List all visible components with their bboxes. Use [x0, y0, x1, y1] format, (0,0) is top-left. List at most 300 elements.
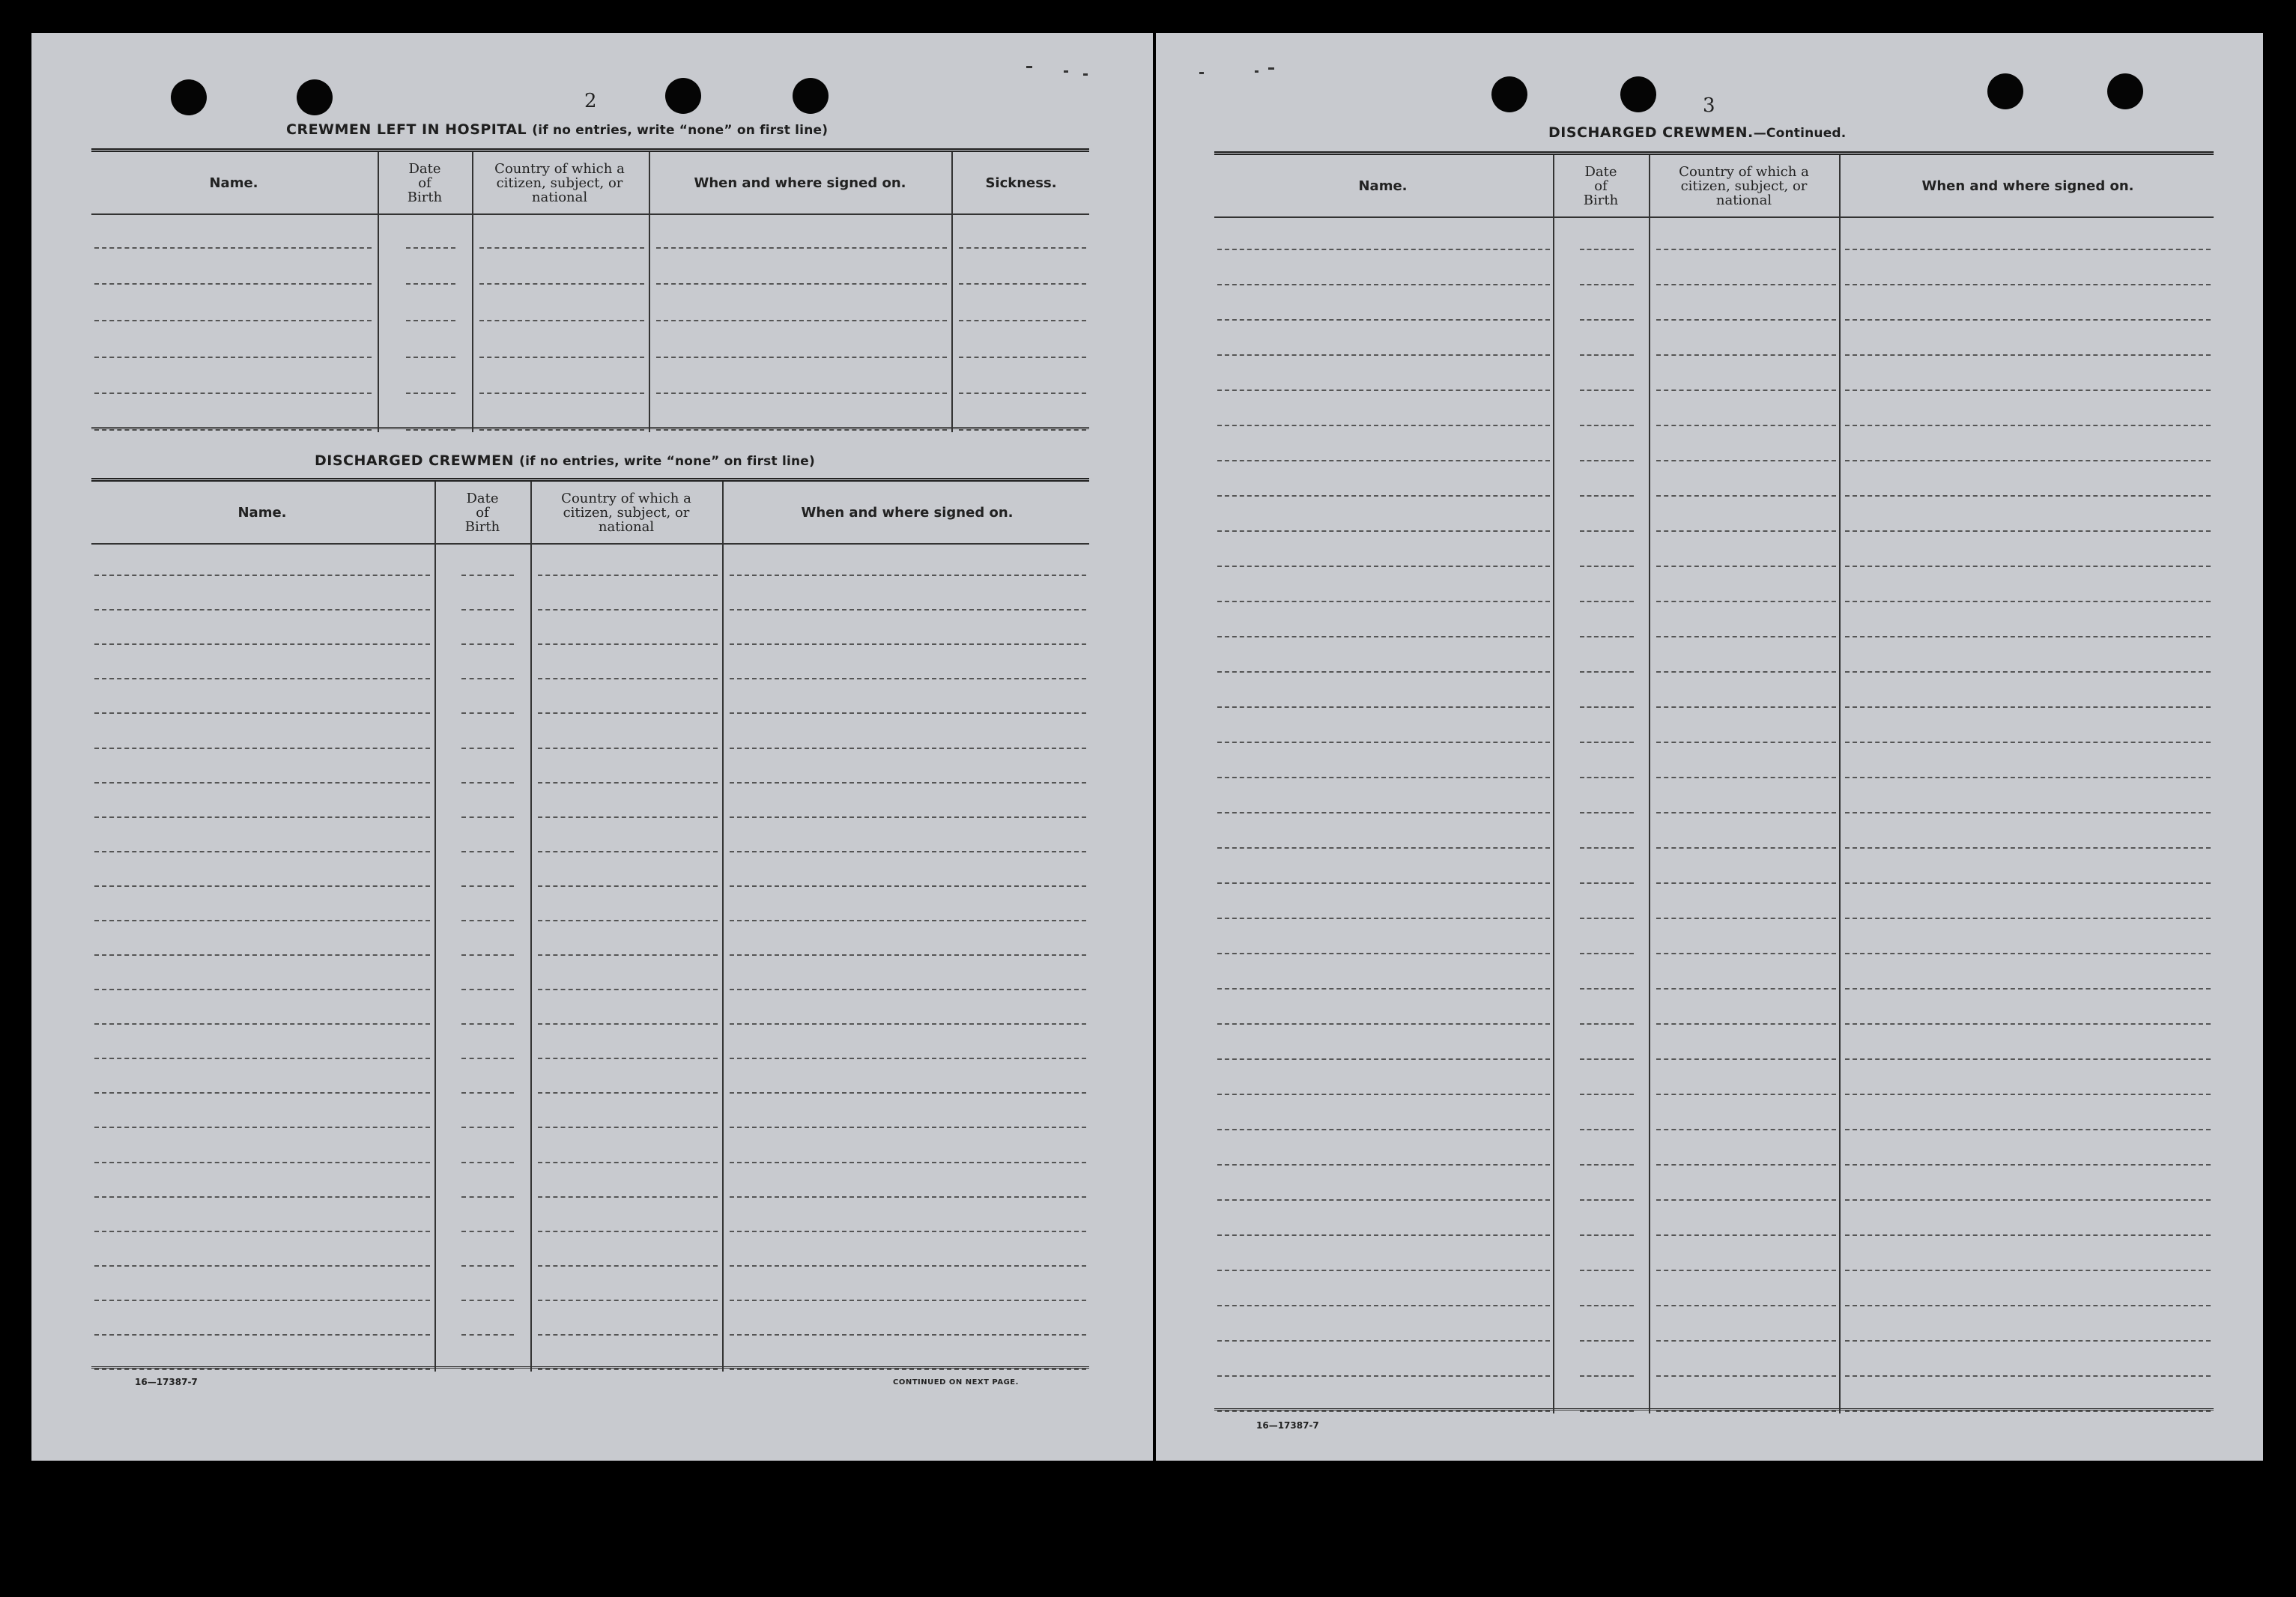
header-line: citizen, subject, or — [563, 504, 690, 521]
blank-entry-line — [461, 1127, 514, 1128]
blank-entry-line — [1580, 918, 1634, 919]
blank-entry-line — [1656, 354, 1836, 356]
blank-entry-line — [1845, 1164, 2211, 1166]
blank-entry-line — [1217, 1305, 1550, 1306]
hospital-rows — [91, 213, 1089, 432]
blank-entry-line — [1656, 636, 1836, 637]
blank-entry-line — [461, 885, 514, 887]
blank-entry-line — [406, 247, 455, 249]
header-line: Date — [1584, 163, 1617, 180]
blank-entry-line — [1580, 1340, 1634, 1342]
blank-entry-line — [1656, 530, 1836, 532]
blank-entry-line — [1656, 495, 1836, 497]
blank-entry-line — [538, 678, 718, 679]
blank-entry-line — [1845, 671, 2211, 673]
blank-entry-line — [730, 816, 1086, 818]
blank-entry-line — [1580, 495, 1634, 497]
blank-entry-line — [730, 575, 1086, 576]
blank-entry-line — [730, 989, 1086, 990]
blank-entry-line — [1580, 988, 1634, 990]
blank-entry-line — [461, 1369, 514, 1370]
blank-entry-line — [1845, 284, 2211, 285]
col-header-dob — [436, 482, 529, 543]
blank-entry-line — [538, 816, 718, 818]
blank-entry-line — [1217, 460, 1550, 461]
blank-entry-line — [1217, 988, 1550, 990]
blank-entry-line — [538, 1092, 718, 1094]
blank-entry-line — [730, 1092, 1086, 1094]
continued-note: CONTINUED ON NEXT PAGE. — [893, 1378, 1019, 1387]
blank-entry-line — [479, 247, 644, 249]
blank-entry-line — [656, 429, 947, 431]
blank-entry-line — [730, 643, 1086, 645]
blank-entry-line — [959, 393, 1086, 394]
discharged-continued-title-text: DISCHARGED CREWMEN. — [1548, 124, 1754, 141]
blank-entry-line — [538, 1023, 718, 1025]
blank-entry-line — [1656, 1094, 1836, 1095]
blank-entry-line — [94, 320, 372, 321]
blank-entry-line — [1845, 495, 2211, 497]
blank-entry-line — [1580, 1305, 1634, 1306]
blank-entry-line — [730, 1058, 1086, 1059]
blank-entry-line — [1656, 1305, 1836, 1306]
header-line: Country of which a — [561, 490, 691, 506]
punch-hole — [793, 78, 829, 114]
blank-entry-line — [461, 920, 514, 921]
blank-entry-line — [1217, 1234, 1550, 1236]
blank-entry-line — [94, 920, 430, 921]
blank-entry-line — [1217, 601, 1550, 602]
blank-entry-line — [1656, 1410, 1836, 1412]
blank-entry-line — [1217, 425, 1550, 426]
blank-entry-line — [1217, 812, 1550, 813]
header-line: of — [418, 175, 431, 191]
blank-entry-line — [1656, 1164, 1836, 1166]
blank-entry-line — [1656, 1340, 1836, 1342]
discharged-continued-rows — [1214, 216, 2214, 1413]
blank-entry-line — [1845, 1129, 2211, 1130]
blank-entry-line — [730, 885, 1086, 887]
blank-entry-line — [1656, 777, 1836, 778]
continued-suffix: —Continued. — [1753, 126, 1847, 141]
blank-entry-line — [1845, 319, 2211, 321]
blank-entry-line — [538, 1300, 718, 1301]
blank-entry-line — [538, 851, 718, 852]
blank-entry-line — [1217, 1410, 1550, 1412]
blank-entry-line — [1845, 882, 2211, 884]
blank-entry-line — [94, 678, 430, 679]
blank-entry-line — [730, 1023, 1086, 1025]
blank-entry-line — [1845, 249, 2211, 250]
blank-entry-line — [94, 393, 372, 394]
blank-entry-line — [1845, 1340, 2211, 1342]
blank-entry-line — [1845, 742, 2211, 743]
blank-entry-line — [959, 429, 1086, 431]
col-header-country — [1650, 155, 1838, 216]
blank-entry-line — [1656, 566, 1836, 567]
blank-entry-line — [1580, 284, 1634, 285]
blank-entry-line — [538, 1127, 718, 1128]
blank-entry-line — [1217, 1270, 1550, 1271]
blank-entry-line — [461, 1092, 514, 1094]
blank-entry-line — [1580, 636, 1634, 637]
blank-entry-line — [94, 1265, 430, 1267]
blank-entry-line — [1580, 812, 1634, 813]
blank-entry-line — [1845, 1023, 2211, 1025]
blank-entry-line — [1580, 953, 1634, 954]
blank-entry-line — [1580, 882, 1634, 884]
blank-entry-line — [94, 1300, 430, 1301]
blank-entry-line — [1845, 1410, 2211, 1412]
blank-entry-line — [538, 954, 718, 956]
page-number: 2 — [584, 90, 597, 112]
blank-entry-line — [461, 954, 514, 956]
blank-entry-line — [1580, 742, 1634, 743]
col-header-name: Name. — [1358, 178, 1408, 194]
blank-entry-line — [1580, 847, 1634, 849]
blank-entry-line — [94, 575, 430, 576]
blank-entry-line — [730, 1334, 1086, 1336]
blank-entry-line — [730, 678, 1086, 679]
blank-entry-line — [1845, 1094, 2211, 1095]
blank-entry-line — [461, 782, 514, 784]
blank-entry-line — [479, 320, 644, 321]
blank-entry-line — [1845, 566, 2211, 567]
blank-entry-line — [1845, 847, 2211, 849]
punch-hole — [1987, 73, 2023, 109]
blank-entry-line — [1656, 882, 1836, 884]
blank-entry-line — [1580, 706, 1634, 708]
table-end-rule — [1214, 1408, 2214, 1410]
col-header-signed-on: When and where signed on. — [801, 504, 1014, 521]
blank-entry-line — [461, 989, 514, 990]
blank-entry-line — [94, 1092, 430, 1094]
blank-entry-line — [959, 283, 1086, 285]
blank-entry-line — [94, 712, 430, 714]
blank-entry-line — [538, 989, 718, 990]
punch-hole — [171, 79, 207, 115]
blank-entry-line — [730, 609, 1086, 610]
blank-entry-line — [461, 851, 514, 852]
blank-entry-line — [730, 712, 1086, 714]
right-page — [1156, 33, 2263, 1461]
blank-entry-line — [1580, 1270, 1634, 1271]
blank-entry-line — [479, 393, 644, 394]
blank-entry-line — [1217, 1340, 1550, 1342]
blank-entry-line — [461, 712, 514, 714]
blank-entry-line — [479, 283, 644, 285]
blank-entry-line — [1217, 1164, 1550, 1166]
blank-entry-line — [1580, 460, 1634, 461]
blank-entry-line — [538, 712, 718, 714]
discharged-title-text: DISCHARGED CREWMEN — [315, 452, 514, 469]
blank-entry-line — [730, 920, 1086, 921]
blank-entry-line — [730, 851, 1086, 852]
header-line: Birth — [407, 189, 443, 205]
blank-entry-line — [94, 885, 430, 887]
col-header-country — [532, 482, 721, 543]
blank-entry-line — [1656, 460, 1836, 461]
blank-entry-line — [730, 1369, 1086, 1370]
blank-entry-line — [94, 1196, 430, 1198]
blank-entry-line — [656, 393, 947, 394]
blank-entry-line — [461, 1300, 514, 1301]
blank-entry-line — [1580, 1023, 1634, 1025]
col-header-sickness: Sickness. — [985, 175, 1057, 191]
blank-entry-line — [94, 429, 372, 431]
blank-entry-line — [94, 247, 372, 249]
blank-entry-line — [1217, 284, 1550, 285]
header-line: Country of which a — [494, 160, 625, 177]
blank-entry-line — [1217, 1129, 1550, 1130]
blank-entry-line — [1217, 249, 1550, 250]
blank-entry-line — [1580, 354, 1634, 356]
blank-entry-line — [1217, 1199, 1550, 1201]
header-line: national — [1715, 192, 1772, 208]
table-end-rule — [91, 427, 1089, 429]
blank-entry-line — [1845, 460, 2211, 461]
blank-entry-line — [1580, 1375, 1634, 1377]
blank-entry-line — [1217, 742, 1550, 743]
blank-entry-line — [1656, 319, 1836, 321]
blank-entry-line — [959, 357, 1086, 358]
blank-entry-line — [1580, 1164, 1634, 1166]
punch-hole — [1491, 76, 1527, 112]
blank-entry-line — [1845, 1234, 2211, 1236]
blank-entry-line — [1656, 1129, 1836, 1130]
header-line: citizen, subject, or — [496, 175, 623, 191]
blank-entry-line — [656, 320, 947, 321]
blank-entry-line — [1217, 566, 1550, 567]
blank-entry-line — [1580, 777, 1634, 778]
ink-speck — [1268, 67, 1274, 70]
blank-entry-line — [1580, 1199, 1634, 1201]
blank-entry-line — [1656, 1270, 1836, 1271]
blank-entry-line — [538, 1265, 718, 1267]
header-line: of — [1594, 178, 1608, 194]
blank-entry-line — [461, 748, 514, 749]
col-header-signed-on: When and where signed on. — [1921, 178, 2134, 194]
blank-entry-line — [656, 283, 947, 285]
blank-entry-line — [1656, 425, 1836, 426]
col-header-dob — [379, 152, 470, 213]
blank-entry-line — [1217, 777, 1550, 778]
blank-entry-line — [461, 1162, 514, 1163]
blank-entry-line — [1217, 495, 1550, 497]
blank-entry-line — [1845, 988, 2211, 990]
blank-entry-line — [94, 609, 430, 610]
blank-entry-line — [538, 1231, 718, 1232]
blank-entry-line — [538, 1334, 718, 1336]
blank-entry-line — [1656, 249, 1836, 250]
blank-entry-line — [730, 1265, 1086, 1267]
blank-entry-line — [1580, 390, 1634, 391]
blank-entry-line — [1656, 671, 1836, 673]
blank-entry-line — [1217, 706, 1550, 708]
blank-entry-line — [461, 1196, 514, 1198]
blank-entry-line — [1217, 918, 1550, 919]
blank-entry-line — [1217, 390, 1550, 391]
blank-entry-line — [94, 643, 430, 645]
blank-entry-line — [1656, 390, 1836, 391]
form-number: 16—17387-7 — [135, 1377, 198, 1387]
hospital-title-text: CREWMEN LEFT IN HOSPITAL — [286, 121, 527, 138]
blank-entry-line — [479, 357, 644, 358]
blank-entry-line — [1217, 882, 1550, 884]
blank-entry-line — [461, 609, 514, 610]
hospital-instruction: (if no entries, write “none” on first line) — [532, 123, 829, 138]
blank-entry-line — [538, 1058, 718, 1059]
punch-hole — [1620, 76, 1656, 112]
header-line: Birth — [464, 518, 500, 535]
blank-entry-line — [461, 1058, 514, 1059]
ink-speck — [1064, 70, 1068, 73]
blank-entry-line — [94, 283, 372, 285]
blank-entry-line — [656, 247, 947, 249]
blank-entry-line — [1580, 425, 1634, 426]
blank-entry-line — [1656, 847, 1836, 849]
blank-entry-line — [538, 609, 718, 610]
blank-entry-line — [1845, 1270, 2211, 1271]
blank-entry-line — [538, 920, 718, 921]
blank-entry-line — [94, 1369, 430, 1370]
discharged-continued-table — [1214, 151, 2214, 1413]
blank-entry-line — [730, 1127, 1086, 1128]
blank-entry-line — [1656, 601, 1836, 602]
blank-entry-line — [94, 1231, 430, 1232]
blank-entry-line — [479, 429, 644, 431]
blank-entry-line — [94, 1127, 430, 1128]
blank-entry-line — [406, 283, 455, 285]
blank-entry-line — [1656, 918, 1836, 919]
blank-entry-line — [1580, 601, 1634, 602]
blank-entry-line — [730, 1162, 1086, 1163]
blank-entry-line — [94, 1334, 430, 1336]
ink-speck — [1199, 72, 1204, 74]
hospital-table — [91, 148, 1089, 432]
discharged-section-title — [315, 452, 815, 469]
blank-entry-line — [1217, 953, 1550, 954]
blank-entry-line — [1217, 671, 1550, 673]
blank-entry-line — [1656, 1023, 1836, 1025]
blank-entry-line — [730, 1196, 1086, 1198]
blank-entry-line — [1217, 354, 1550, 356]
blank-entry-line — [94, 1162, 430, 1163]
col-header-name: Name. — [237, 504, 287, 521]
blank-entry-line — [538, 575, 718, 576]
blank-entry-line — [538, 885, 718, 887]
discharged-rows — [91, 543, 1089, 1372]
header-line: national — [598, 518, 655, 535]
blank-entry-line — [94, 1058, 430, 1059]
discharged-continued-title — [1548, 124, 1846, 141]
blank-entry-line — [1217, 319, 1550, 321]
page-number: 3 — [1703, 94, 1715, 117]
blank-entry-line — [406, 320, 455, 321]
blank-entry-line — [1580, 1094, 1634, 1095]
blank-entry-line — [959, 320, 1086, 321]
blank-entry-line — [538, 1162, 718, 1163]
blank-entry-line — [1845, 1305, 2211, 1306]
blank-entry-line — [406, 357, 455, 358]
blank-entry-line — [1217, 1375, 1550, 1377]
blank-entry-line — [94, 782, 430, 784]
blank-entry-line — [1656, 1234, 1836, 1236]
blank-entry-line — [1217, 1023, 1550, 1025]
blank-entry-line — [461, 816, 514, 818]
blank-entry-line — [538, 1369, 718, 1370]
header-line: national — [531, 189, 588, 205]
blank-entry-line — [1580, 671, 1634, 673]
blank-entry-line — [461, 1023, 514, 1025]
blank-entry-line — [730, 1231, 1086, 1232]
blank-entry-line — [730, 782, 1086, 784]
table-end-rule — [91, 1366, 1089, 1369]
blank-entry-line — [538, 782, 718, 784]
blank-entry-line — [730, 748, 1086, 749]
blank-entry-line — [461, 643, 514, 645]
blank-entry-line — [1845, 1375, 2211, 1377]
blank-entry-line — [1656, 1375, 1836, 1377]
blank-entry-line — [94, 989, 430, 990]
blank-entry-line — [730, 1300, 1086, 1301]
header-line: citizen, subject, or — [1680, 178, 1808, 194]
blank-entry-line — [538, 643, 718, 645]
blank-entry-line — [461, 678, 514, 679]
blank-entry-line — [94, 851, 430, 852]
blank-entry-line — [1845, 425, 2211, 426]
blank-entry-line — [656, 357, 947, 358]
col-header-country — [473, 152, 646, 213]
blank-entry-line — [538, 748, 718, 749]
blank-entry-line — [1580, 319, 1634, 321]
blank-entry-line — [1217, 847, 1550, 849]
ink-speck — [1083, 73, 1088, 76]
blank-entry-line — [461, 575, 514, 576]
blank-entry-line — [1845, 812, 2211, 813]
blank-entry-line — [1845, 777, 2211, 778]
blank-entry-line — [1845, 1199, 2211, 1201]
blank-entry-line — [94, 954, 430, 956]
blank-entry-line — [461, 1265, 514, 1267]
blank-entry-line — [1580, 1234, 1634, 1236]
discharged-table — [91, 478, 1089, 1372]
blank-entry-line — [1656, 1058, 1836, 1060]
hospital-section-title — [286, 121, 828, 138]
blank-entry-line — [1580, 1129, 1634, 1130]
blank-entry-line — [1845, 953, 2211, 954]
blank-entry-line — [1580, 1410, 1634, 1412]
blank-entry-line — [406, 429, 455, 431]
blank-entry-line — [94, 816, 430, 818]
header-line: Country of which a — [1679, 163, 1809, 180]
blank-entry-line — [1217, 1058, 1550, 1060]
blank-entry-line — [1580, 566, 1634, 567]
header-line: Date — [466, 490, 499, 506]
blank-entry-line — [730, 954, 1086, 956]
blank-entry-line — [1217, 530, 1550, 532]
blank-entry-line — [1845, 636, 2211, 637]
header-line: Date — [408, 160, 441, 177]
blank-entry-line — [1845, 530, 2211, 532]
blank-entry-line — [1580, 530, 1634, 532]
blank-entry-line — [461, 1334, 514, 1336]
ink-speck — [1026, 66, 1032, 68]
blank-entry-line — [1845, 390, 2211, 391]
blank-entry-line — [1217, 1094, 1550, 1095]
header-line: Birth — [1583, 192, 1619, 208]
blank-entry-line — [1580, 249, 1634, 250]
